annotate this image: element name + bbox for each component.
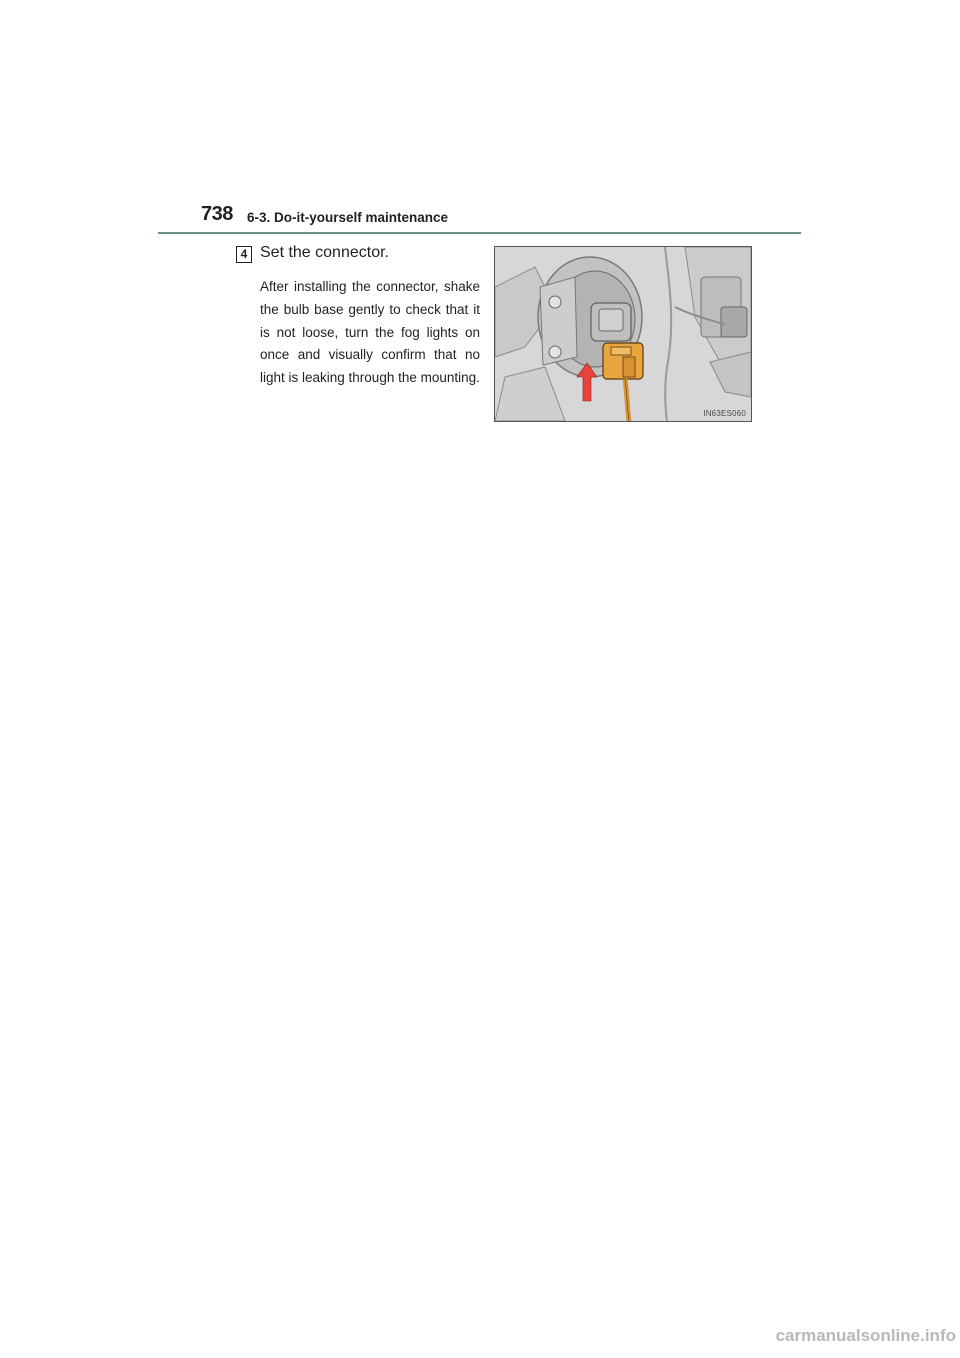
figure-code: IN63ES060 xyxy=(703,409,746,418)
page-header xyxy=(0,0,960,240)
header-rule xyxy=(158,232,801,234)
step-number-badge: 4 xyxy=(236,246,252,263)
page-number: 738 xyxy=(201,203,233,225)
step-heading: Set the connector. xyxy=(260,244,389,261)
footer-watermark: carmanualsonline.info xyxy=(775,1326,956,1345)
fog-light-housing-drawing xyxy=(495,247,751,421)
section-title: 6-3. Do-it-yourself maintenance xyxy=(247,210,449,225)
step-body: After installing the connector, shake the bulb base gently to check that it is not loose, turn the fog lights on once and visually confirm that no light is leaking through the mounting. xyxy=(260,279,480,386)
connector-illustration xyxy=(494,246,752,422)
